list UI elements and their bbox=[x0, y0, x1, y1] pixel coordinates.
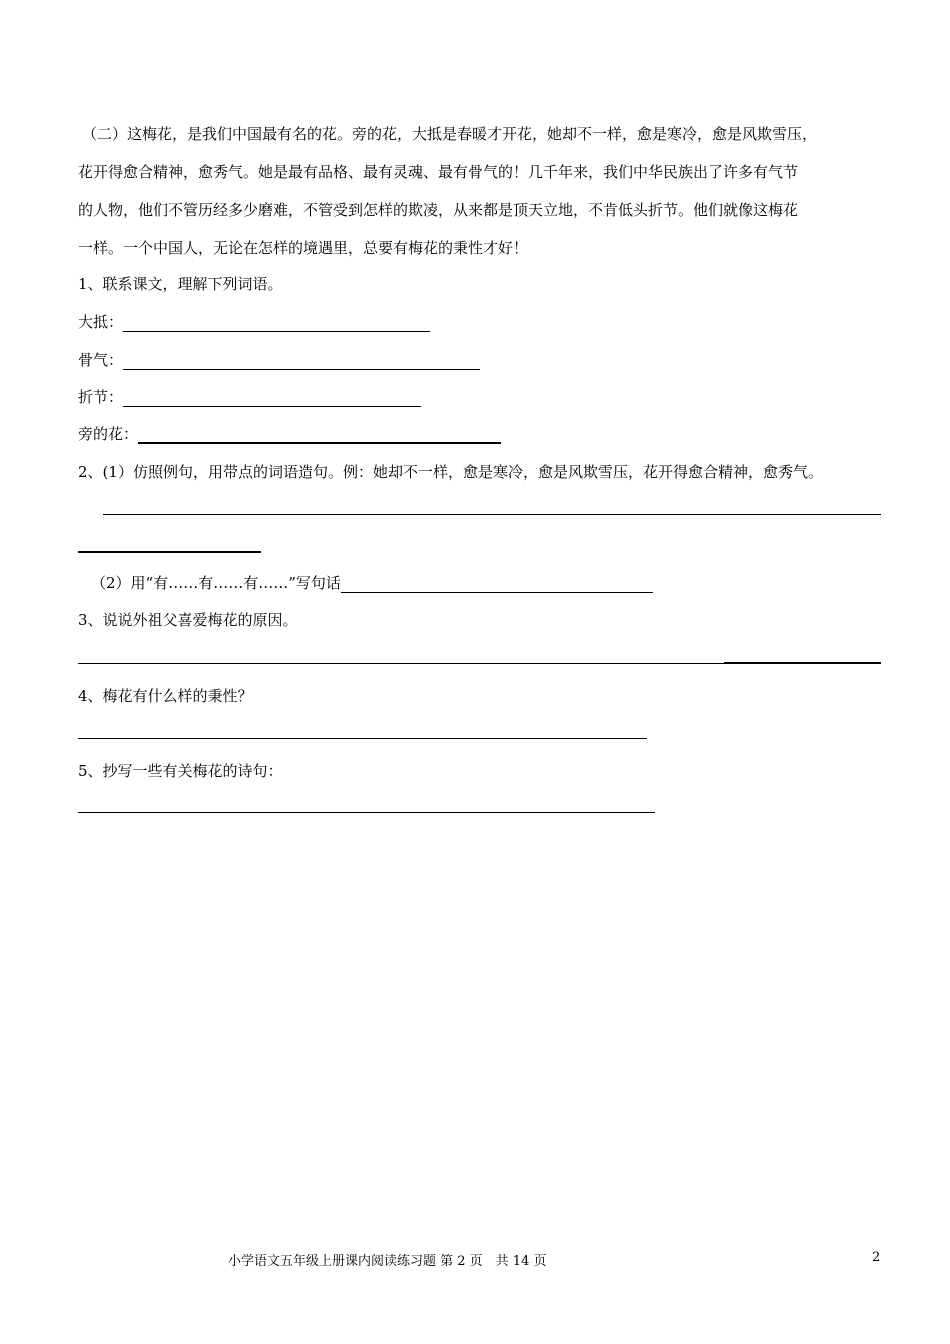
question-4: 4、梅花有什么样的秉性？ bbox=[78, 687, 253, 705]
answer-blank[interactable] bbox=[341, 576, 653, 593]
term-row-1 bbox=[78, 312, 430, 332]
question-1: 1、联系课文，理解下列词语。 bbox=[78, 275, 283, 293]
answer-blank[interactable] bbox=[138, 426, 501, 444]
passage-line-1: （二）这梅花，是我们中国最有名的花。旁的花，大抵是春暖才开花，她却不一样，愈是寒冷，愈是风欺雪压， bbox=[82, 125, 818, 143]
question-5: 5、抄写一些有关梅花的诗句： bbox=[78, 762, 283, 780]
passage-line-4: 一样。一个中国人，无论在怎样的境遇里，总要有梅花的秉性才好！ bbox=[78, 239, 529, 257]
page-number: 2 bbox=[872, 1250, 881, 1265]
question-2-2-row bbox=[91, 573, 653, 593]
passage-line-2: 花开得愈合精神，愈秀气。她是最有品格、最有灵魂、最有骨气的！几千年来，我们中华民族出了许多有气节 bbox=[78, 163, 799, 181]
question-2-2: （2）用“有……有……有……”写句话 bbox=[91, 574, 341, 592]
answer-line[interactable] bbox=[78, 663, 724, 664]
answer-blank[interactable] bbox=[123, 315, 430, 332]
term-row-4 bbox=[78, 424, 501, 444]
passage-line-3: 的人物，他们不管历经多少磨难，不管受到怎样的欺凌，从来都是顶天立地，不肯低头折节。他们就像这梅花 bbox=[78, 201, 799, 219]
term-label: 骨气： bbox=[78, 351, 124, 369]
term-label: 旁的花： bbox=[78, 425, 139, 443]
footer-text: 小学语文五年级上册课内阅读练习题 第 2 页 共 14 页 bbox=[228, 1254, 547, 1269]
question-3: 3、说说外祖父喜爱梅花的原因。 bbox=[78, 611, 298, 629]
answer-line[interactable] bbox=[103, 514, 881, 515]
answer-line[interactable] bbox=[78, 551, 261, 553]
term-label: 大抵： bbox=[78, 313, 124, 331]
term-row-2 bbox=[78, 350, 480, 370]
question-2-1: 2、(1）仿照例句，用带点的词语造句。例：她却不一样，愈是寒冷，愈是风欺雪压，花开得愈合精神，愈秀气。 bbox=[78, 463, 823, 481]
answer-blank[interactable] bbox=[123, 353, 480, 370]
answer-line[interactable] bbox=[78, 812, 655, 813]
answer-line[interactable] bbox=[724, 662, 881, 664]
answer-blank[interactable] bbox=[123, 390, 421, 407]
term-label: 折节： bbox=[78, 388, 124, 406]
term-row-3 bbox=[78, 387, 421, 407]
answer-line[interactable] bbox=[78, 738, 647, 739]
